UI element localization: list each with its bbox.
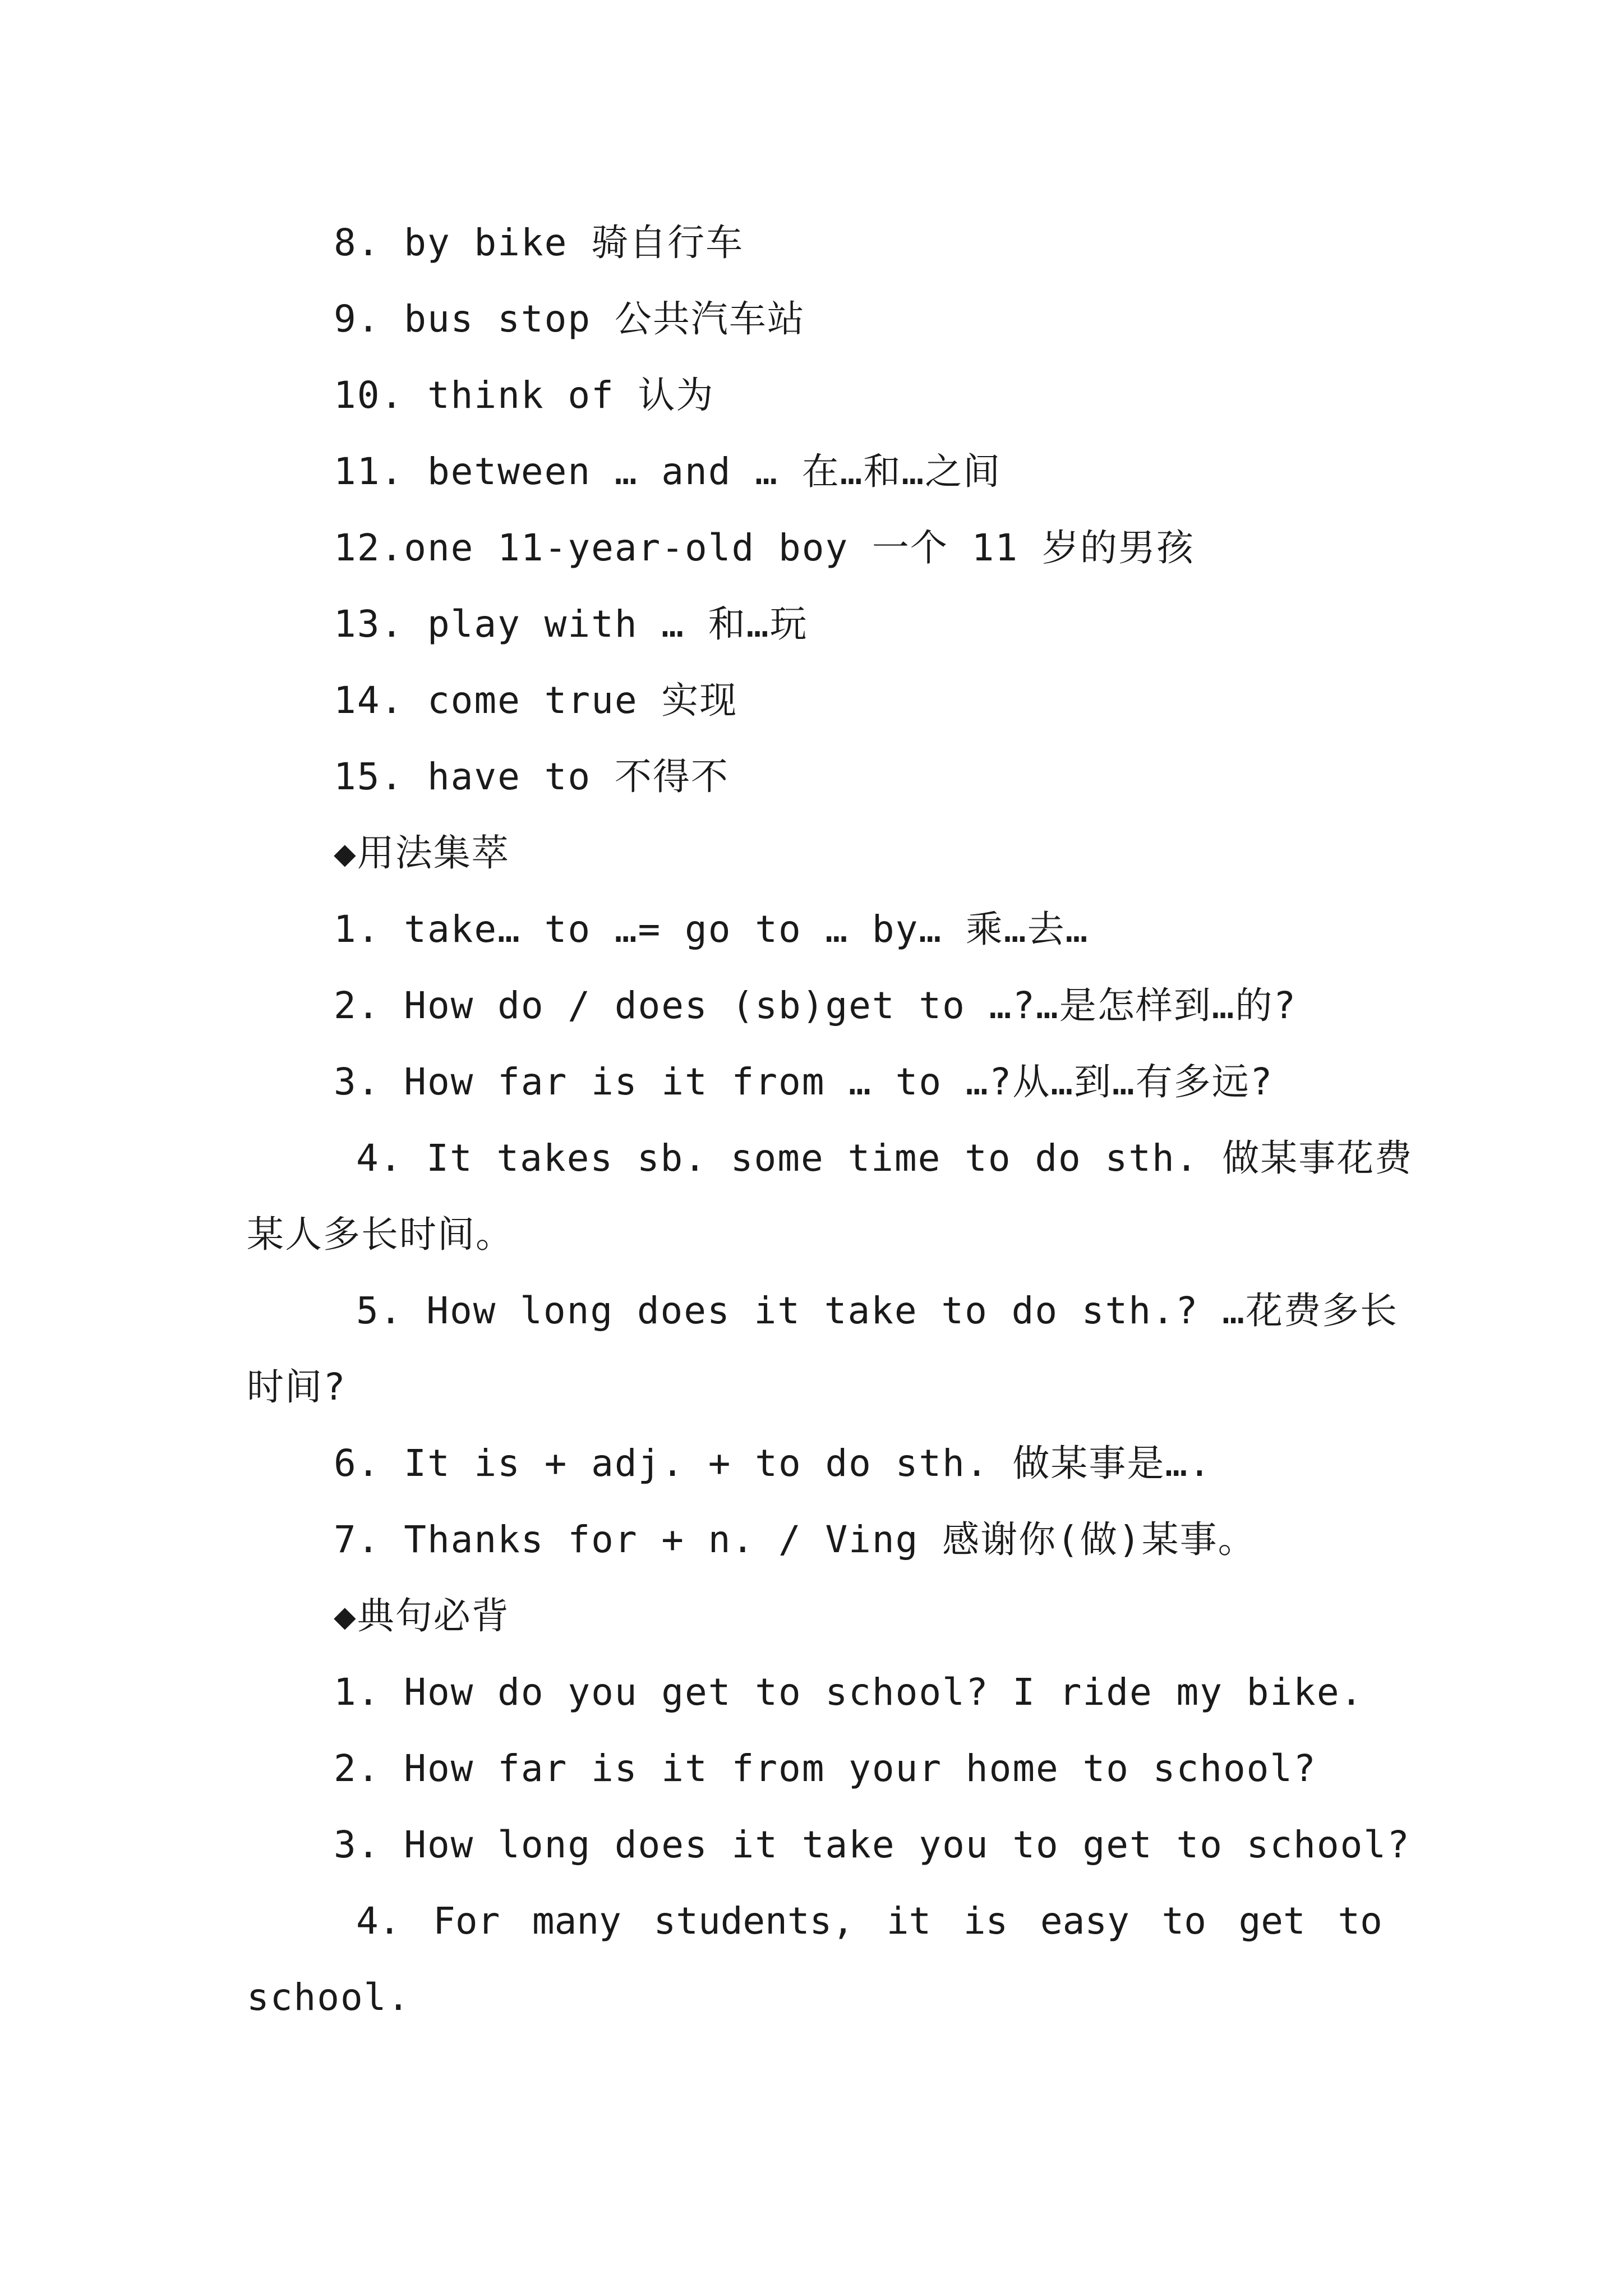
sentence-word: to <box>1338 1899 1382 1943</box>
usage-item-continuation: 某人多长时间。 <box>247 1213 514 1256</box>
sentence-item: 3. How long does it take you to get to school? <box>334 1823 1410 1866</box>
usage-item-continuation: 时间? <box>247 1365 347 1409</box>
section-heading-usage: ◆用法集萃 <box>334 831 510 875</box>
usage-item: 2. How do / does (sb)get to …?…是怎样到…的? <box>334 984 1297 1027</box>
sentence-item-continuation: school. <box>247 1976 411 2019</box>
sentence-word: many <box>532 1899 621 1943</box>
usage-item: 3. How far is it from … to …?从…到…有多远? <box>334 1060 1274 1103</box>
sentence-item-justified <box>356 1899 1382 1943</box>
phrase-item: 14. come true 实现 <box>334 679 738 722</box>
phrase-item: 12.one 11-year-old boy 一个 11 岁的男孩 <box>334 526 1195 569</box>
sentence-word: 4. <box>356 1899 401 1943</box>
sentence-word: For <box>433 1899 500 1943</box>
sentence-word: get <box>1238 1899 1306 1943</box>
phrase-item: 10. think of 认为 <box>334 374 714 417</box>
sentence-word: students, <box>653 1899 855 1943</box>
usage-item: 6. It is + adj. + to do sth. 做某事是…. <box>334 1442 1212 1485</box>
phrase-item: 15. have to 不得不 <box>334 755 729 798</box>
phrase-item: 9. bus stop 公共汽车站 <box>334 297 805 341</box>
usage-item: 7. Thanks for + n. / Ving 感谢你(做)某事。 <box>334 1518 1256 1561</box>
sentence-word: is <box>963 1899 1008 1943</box>
section-heading-sentences: ◆典句必背 <box>334 1594 510 1637</box>
phrase-item: 11. between … and … 在…和…之间 <box>334 450 1002 493</box>
sentence-word: it <box>886 1899 932 1943</box>
phrase-item: 8. by bike 骑自行车 <box>334 221 744 264</box>
sentence-word: to <box>1161 1899 1206 1943</box>
sentence-word: easy <box>1040 1899 1129 1943</box>
sentence-item: 1. How do you get to school? I ride my bike. <box>334 1671 1364 1714</box>
phrase-item: 13. play with … 和…玩 <box>334 602 808 646</box>
usage-item: 5. How long does it take to do sth.? …花费多长 <box>356 1289 1398 1332</box>
usage-item: 4. It takes sb. some time to do sth. 做某事花费 <box>356 1137 1413 1180</box>
sentence-item: 2. How far is it from your home to school? <box>334 1747 1317 1790</box>
usage-item: 1. take… to …= go to … by… 乘…去… <box>334 908 1089 951</box>
